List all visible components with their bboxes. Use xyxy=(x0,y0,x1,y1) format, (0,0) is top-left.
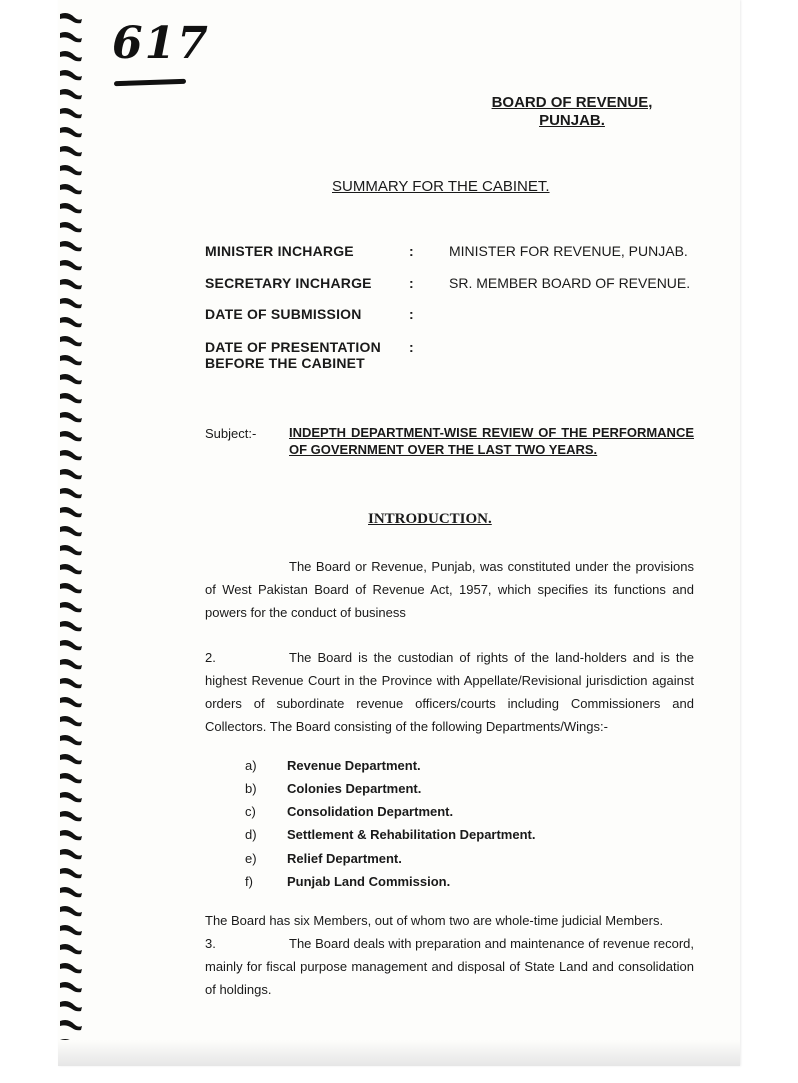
binding-coil xyxy=(60,982,82,992)
list-label: Punjab Land Commission. xyxy=(287,874,451,889)
binding-coil xyxy=(60,336,82,346)
binding-coil xyxy=(60,697,82,707)
subject-text: INDEPTH DEPARTMENT-WISE REVIEW OF THE PERFORMANCE OF GOVERNMENT OVER THE LAST TWO YEARS. xyxy=(289,425,694,457)
binding-coil xyxy=(60,849,82,859)
field-value-minister: MINISTER FOR REVENUE, PUNJAB. xyxy=(449,243,688,259)
binding-coil xyxy=(60,811,82,821)
list-label: Revenue Department. xyxy=(287,758,421,773)
binding-coil xyxy=(60,621,82,631)
list-letter: c) xyxy=(245,804,256,819)
binding-coil xyxy=(60,507,82,517)
binding-coil xyxy=(60,32,82,42)
binding-coil xyxy=(60,165,82,175)
binding-coil xyxy=(60,108,82,118)
subject-label: Subject:- xyxy=(205,426,257,441)
binding-coil xyxy=(60,906,82,916)
binding-coil xyxy=(60,602,82,612)
binding-coil xyxy=(60,127,82,137)
paragraph-2-number: 2. xyxy=(205,650,216,665)
list-label: Settlement & Rehabilitation Department. xyxy=(287,827,536,842)
binding-coil xyxy=(60,184,82,194)
binding-coil xyxy=(60,13,82,23)
binding-coil xyxy=(60,526,82,536)
list-letter: e) xyxy=(245,851,257,866)
binding-coil xyxy=(60,583,82,593)
binding-coil xyxy=(60,450,82,460)
binding-coil xyxy=(60,70,82,80)
binding-coil xyxy=(60,944,82,954)
binding-coil xyxy=(60,830,82,840)
field-colon: : xyxy=(409,243,414,259)
binding-coil xyxy=(60,89,82,99)
binding-coil xyxy=(60,545,82,555)
binding-coil xyxy=(60,146,82,156)
paragraph-1 xyxy=(205,555,694,624)
members-statement: The Board has six Members, out of whom two are whole-time judicial Members. xyxy=(205,913,664,928)
binding-coil xyxy=(60,298,82,308)
binding-coil xyxy=(60,640,82,650)
list-label: Colonies Department. xyxy=(287,781,422,796)
paragraph-3 xyxy=(205,932,694,1001)
list-letter: f) xyxy=(245,874,253,889)
binding-coil xyxy=(60,659,82,669)
document-title: SUMMARY FOR THE CABINET. xyxy=(332,178,550,195)
page-bottom-shadow xyxy=(58,1040,740,1066)
field-label-submission-date: DATE OF SUBMISSION xyxy=(205,306,362,322)
list-letter: a) xyxy=(245,758,257,773)
binding-coil xyxy=(60,488,82,498)
binding-coil xyxy=(60,716,82,726)
binding-coil xyxy=(60,963,82,973)
field-label-secretary: SECRETARY INCHARGE xyxy=(205,275,372,291)
binding-coil xyxy=(60,868,82,878)
field-colon: : xyxy=(409,339,414,355)
binding-coil xyxy=(60,754,82,764)
binding-coil xyxy=(60,317,82,327)
paragraph-3-number: 3. xyxy=(205,936,216,951)
paragraph-3-text: The Board deals with preparation and maintenance of revenue record, mainly for fiscal purpose management and disposal of State Land and consolidation of holdings. xyxy=(205,936,694,997)
binding-coil xyxy=(60,1001,82,1011)
binding-coil xyxy=(60,792,82,802)
binding-coil xyxy=(60,241,82,251)
field-value-secretary: SR. MEMBER BOARD OF REVENUE. xyxy=(449,275,691,291)
list-label: Relief Department. xyxy=(287,851,402,866)
binding-coil xyxy=(60,393,82,403)
field-label-minister: MINISTER INCHARGE xyxy=(205,243,354,259)
binding-coil xyxy=(60,887,82,897)
paragraph-2-text: The Board is the custodian of rights of the land-holders and is the highest Revenue Court in the Province with Appellate/Revisional jurisdiction against orders of subordinate revenue officers/courts including Commissioners and Collectors. The Board consisting of the following Departments/Wings:- xyxy=(205,650,694,734)
binding-coil xyxy=(60,279,82,289)
binding-coil xyxy=(60,222,82,232)
handwritten-page-number: 617 xyxy=(112,18,210,69)
binding-coil xyxy=(60,925,82,935)
org-name-line1: BOARD OF REVENUE, xyxy=(491,94,653,111)
document-page xyxy=(58,0,740,1066)
binding-coil xyxy=(60,374,82,384)
binding-coil xyxy=(60,564,82,574)
paragraph-1-text: The Board or Revenue, Punjab, was constituted under the provisions of West Pakistan Board of Revenue Act, 1957, which specifies its functions and powers for the conduct of business xyxy=(205,559,694,620)
binding-coil xyxy=(60,735,82,745)
binding-coil xyxy=(60,773,82,783)
field-colon: : xyxy=(409,275,414,291)
list-letter: b) xyxy=(245,781,257,796)
list-letter: d) xyxy=(245,827,257,842)
binding-coil xyxy=(60,1020,82,1030)
field-label-presentation-line2: BEFORE THE CABINET xyxy=(205,355,365,371)
binding-coil xyxy=(60,203,82,213)
field-colon: : xyxy=(409,306,414,322)
org-name-line2: PUNJAB. xyxy=(539,112,605,129)
organization-header xyxy=(460,94,684,130)
binding-coil xyxy=(60,431,82,441)
binding-coil xyxy=(60,469,82,479)
binding-coil xyxy=(60,260,82,270)
field-label-presentation-date xyxy=(205,339,381,371)
binding-coil xyxy=(60,355,82,365)
list-label: Consolidation Department. xyxy=(287,804,454,819)
binding-coil xyxy=(60,51,82,61)
introduction-heading: INTRODUCTION. xyxy=(368,511,492,527)
field-label-presentation-line1: DATE OF PRESENTATION xyxy=(205,339,381,355)
binding-coil xyxy=(60,678,82,688)
spiral-binding xyxy=(58,8,84,1058)
paragraph-2 xyxy=(205,646,694,738)
binding-coil xyxy=(60,412,82,422)
